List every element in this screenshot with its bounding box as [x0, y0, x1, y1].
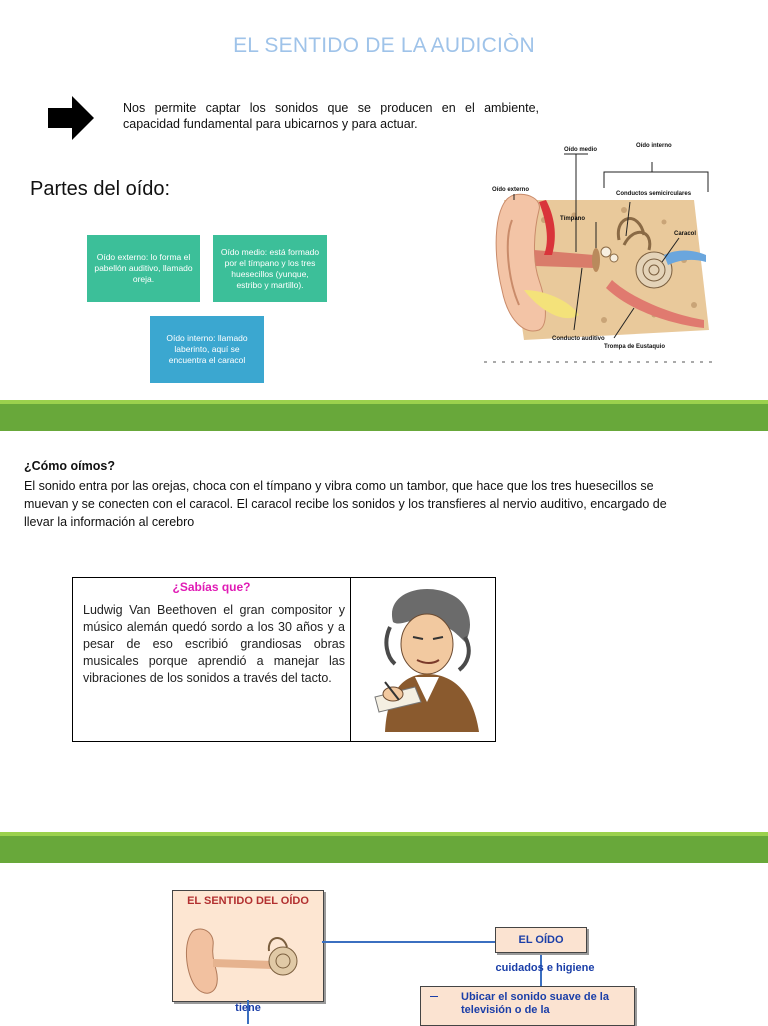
- label-conductos: Conductos semicirculares: [616, 191, 692, 197]
- beethoven-illustration: [355, 582, 495, 732]
- arrow-right-icon: [48, 96, 94, 140]
- did-you-know-text: Ludwig Van Beethoven el gran compositor y músico alemán quedó sordo a los 30 años y a pesar de eso escribió grandiosas obras musicales porque aprendió a manejar las vibraciones de los sonidos a través del tacto.: [83, 603, 345, 685]
- map-oido-box: EL OÍDO: [495, 927, 587, 953]
- middle-ear-box: [213, 235, 327, 302]
- did-you-know-box: [72, 577, 496, 742]
- how-answer: El sonido entra por las orejas, choca con el tímpano y vibra como un tambor, que hace que los tres huesecillos se muevan y se conecten con el caracol. El caracol recibe los sonidos y los transfieres al nervio auditivo, encargado de llevar la información al cerebro: [24, 479, 667, 529]
- parts-heading: Partes del oído:: [30, 178, 171, 200]
- concept-map: [160, 880, 650, 1024]
- intro-text: Nos permite captar los sonidos que se producen en el ambiente, capacidad fundamental para ubicarnos y para actuar.: [123, 101, 539, 131]
- map-ubicar-text: Ubicar el sonido suave de la televisión o de la: [461, 991, 609, 1016]
- map-bullet-dash: [430, 996, 438, 997]
- outer-ear-box: [87, 235, 200, 302]
- label-oido-externo: Oído externo: [492, 187, 530, 193]
- section-divider-band: [0, 400, 768, 431]
- map-tiene-label: tiene: [235, 1002, 261, 1014]
- map-cuidados-label: cuidados e higiene: [495, 962, 595, 974]
- section-divider-band-2: [0, 832, 768, 863]
- ear-illustration: [183, 921, 313, 999]
- map-ear-box: [172, 890, 324, 1002]
- label-oido-medio: Oído medio: [564, 147, 597, 153]
- label-trompa: Trompa de Eustaquio: [604, 344, 666, 350]
- label-timpano: Tímpano: [560, 216, 585, 222]
- label-caracol: Caracol: [674, 231, 697, 237]
- label-oido-interno: Oído interno: [636, 143, 672, 149]
- inner-ear-box: [150, 316, 264, 383]
- label-conducto-auditivo: Conducto auditivo: [552, 336, 605, 342]
- map-connector: [322, 941, 495, 943]
- middle-ear-text: Oído medio: está formado por el tímpano y los tres huesecillos (yunque, estribo y martillo).: [220, 246, 320, 290]
- inner-ear-text: Oído interno: llamado laberinto, aquí se encuentra el caracol: [166, 333, 248, 365]
- map-ubicar-box: [420, 986, 635, 1026]
- map-ear-title: EL SENTIDO DEL OÍDO: [187, 895, 309, 907]
- outer-ear-text: Oído externo: lo forma el pabellón auditivo, llamado oreja.: [94, 252, 193, 284]
- how-question: ¿Cómo oímos?: [24, 459, 115, 473]
- did-you-know-divider: [350, 578, 351, 741]
- did-you-know-title: ¿Sabías que?: [172, 580, 251, 594]
- ear-anatomy-diagram: [484, 140, 718, 368]
- page-title: EL SENTIDO DE LA AUDICIÒN: [233, 34, 535, 57]
